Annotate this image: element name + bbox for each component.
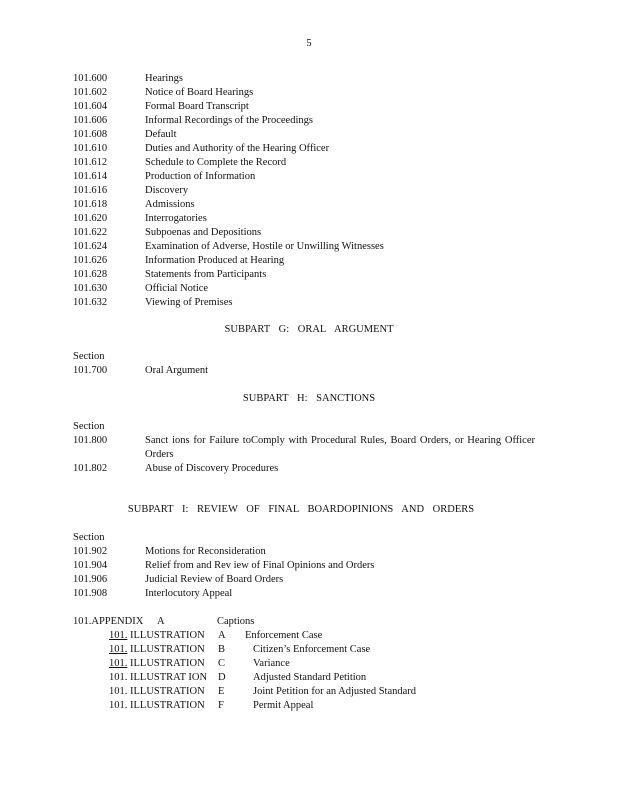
section-row <box>73 296 573 310</box>
illustration-title: Permit Appeal <box>253 700 314 711</box>
section-number: 101.802 <box>73 463 108 474</box>
illustration-title: Adjusted Standard Petition <box>253 672 367 683</box>
section-row <box>73 254 573 268</box>
section-number: 101.602 <box>73 87 108 98</box>
section-row <box>73 170 573 184</box>
section-number: 101.608 <box>73 129 108 140</box>
illustration-name: ILLUSTRATION <box>130 700 205 711</box>
illustration-name: ILLUSTRATION <box>130 686 205 697</box>
section-title: Schedule to Complete the Record <box>145 157 287 168</box>
section-number: 101.606 <box>73 115 108 126</box>
subpart-h-heading: SUBPART H: SANCTIONS <box>242 393 376 404</box>
illustration-prefix: 101. <box>109 630 128 641</box>
section-title: Abuse of Discovery Procedures <box>145 463 279 474</box>
section-title: Notice of Board Hearings <box>145 87 254 98</box>
section-row <box>73 226 573 240</box>
section-title: Relief from and Rev iew of Final Opinions and Orders <box>145 560 375 571</box>
illustration-row <box>109 643 573 657</box>
section-title: Informal Recordings of the Proceedings <box>145 115 313 126</box>
section-number: 101.622 <box>73 227 108 238</box>
illustration-name: ILLUSTRATION <box>130 644 205 655</box>
subpart-i-heading: SUBPART I: REVIEW OF FINAL BOARDOPINIONS AND ORDERS <box>127 504 475 515</box>
section-list-hearings <box>73 72 573 310</box>
section-title: Viewing of Premises <box>145 297 233 308</box>
section-row <box>73 462 573 476</box>
appendix-title: Captions <box>217 616 255 627</box>
illustration-prefix: 101. <box>109 686 128 697</box>
section-row <box>73 587 573 601</box>
illustration-row <box>109 685 573 699</box>
subpart-g-heading: SUBPART G: ORAL ARGUMENT <box>224 324 394 335</box>
illustration-letter: A <box>218 630 226 641</box>
section-number: 101.614 <box>73 171 108 182</box>
appendix-letter: A <box>157 616 165 627</box>
page-number: 5 <box>306 38 312 49</box>
section-number: 101.800 <box>73 435 108 446</box>
illustration-row <box>109 671 573 685</box>
section-row <box>73 212 573 226</box>
section-row <box>73 184 573 198</box>
illustration-name: ILLUSTRATION <box>130 630 205 641</box>
section-title: Production of Information <box>145 171 256 182</box>
section-label: Section <box>73 351 105 362</box>
section-title: Formal Board Transcript <box>145 101 249 112</box>
illustration-letter: F <box>218 700 224 711</box>
section-row <box>73 72 573 86</box>
illustration-prefix: 101. <box>109 700 128 711</box>
section-number: 101.628 <box>73 269 108 280</box>
illustration-prefix: 101. <box>109 658 128 669</box>
subpart-h-list <box>73 420 573 476</box>
illustration-letter: B <box>218 644 226 655</box>
section-row <box>73 198 573 212</box>
illustration-title: Citizen’s Enforcement Case <box>253 644 371 655</box>
section-row <box>73 559 573 573</box>
section-title: Oral Argument <box>145 365 209 376</box>
section-title: Duties and Authority of the Hearing Officer <box>145 143 330 154</box>
section-title: Sanct ions for Failure toComply with Procedural Rules, Board Orders, or Hearing Officer Orders <box>145 435 535 460</box>
section-number: 101.700 <box>73 365 108 376</box>
section-number: 101.904 <box>73 560 108 571</box>
section-label: Section <box>73 532 105 543</box>
section-title: Motions for Reconsideration <box>145 546 266 557</box>
section-title: Hearings <box>145 73 183 84</box>
section-row <box>73 545 573 559</box>
section-title: Statements from Participants <box>145 269 267 280</box>
subpart-g-list <box>73 350 573 378</box>
section-row <box>73 434 573 462</box>
section-title: Admissions <box>145 199 195 210</box>
section-row <box>73 240 573 254</box>
illustration-row <box>109 629 573 643</box>
illustration-prefix: 101. <box>109 644 128 655</box>
illustration-row <box>109 699 573 713</box>
illustration-title: Enforcement Case <box>245 630 323 641</box>
section-row <box>73 86 573 100</box>
section-row <box>73 114 573 128</box>
section-title: Interlocutory Appeal <box>145 588 233 599</box>
section-number: 101.908 <box>73 588 108 599</box>
illustration-title: Joint Petition for an Adjusted Standard <box>253 686 417 697</box>
subpart-i-list <box>73 531 573 601</box>
section-label: Section <box>73 421 105 432</box>
section-number: 101.610 <box>73 143 108 154</box>
section-row <box>73 156 573 170</box>
section-title: Information Produced at Hearing <box>145 255 285 266</box>
illustration-title: Variance <box>253 658 290 669</box>
section-number: 101.902 <box>73 546 108 557</box>
section-title: Interrogatories <box>145 213 207 224</box>
section-number: 101.626 <box>73 255 108 266</box>
section-title: Discovery <box>145 185 189 196</box>
illustration-letter: D <box>218 672 226 683</box>
section-row <box>73 128 573 142</box>
section-row <box>73 573 573 587</box>
section-number: 101.624 <box>73 241 108 252</box>
section-number: 101.600 <box>73 73 108 84</box>
section-title: Default <box>145 129 177 140</box>
section-title: Examination of Adverse, Hostile or Unwilling Witnesses <box>145 241 384 252</box>
section-row <box>73 100 573 114</box>
appendix <box>73 615 573 713</box>
appendix-header <box>73 615 573 629</box>
section-title: Subpoenas and Depositions <box>145 227 262 238</box>
section-number: 101.906 <box>73 574 108 585</box>
section-title: Official Notice <box>145 283 209 294</box>
section-row <box>73 268 573 282</box>
section-number: 101.618 <box>73 199 108 210</box>
illustration-letter: C <box>218 658 226 669</box>
section-row <box>73 282 573 296</box>
illustration-name: ILLUSTRATION <box>130 658 205 669</box>
section-number: 101.632 <box>73 297 108 308</box>
section-number: 101.612 <box>73 157 108 168</box>
section-number: 101.604 <box>73 101 108 112</box>
section-title: Judicial Review of Board Orders <box>145 574 284 585</box>
illustration-prefix: 101. <box>109 672 128 683</box>
illustration-row <box>109 657 573 671</box>
section-number: 101.616 <box>73 185 108 196</box>
section-row <box>73 142 573 156</box>
illustration-letter: E <box>218 686 225 697</box>
section-number: 101.630 <box>73 283 108 294</box>
section-row <box>73 364 573 378</box>
illustration-name: ILLUSTRAT ION <box>130 672 208 683</box>
appendix-label: 101.APPENDIX <box>73 616 144 627</box>
section-number: 101.620 <box>73 213 108 224</box>
